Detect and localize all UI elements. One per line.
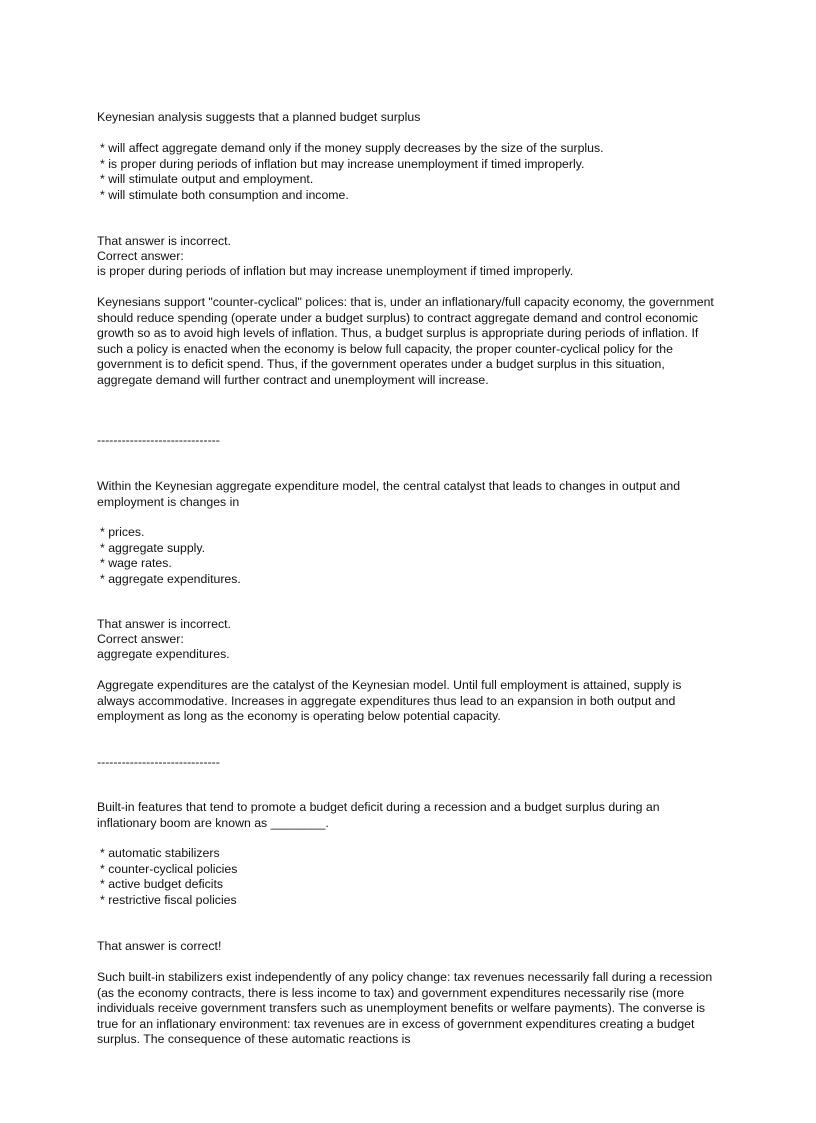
question-3-text: Built-in features that tend to promote a budget deficit during a recession and a budget surplus during an inflationary boom are known as ________. (97, 800, 660, 830)
question-2-explanation: Aggregate expenditures are the catalyst of the Keynesian model. Until full employment is attained, supply is always accommodative. Increases in aggregate expenditures thus lead to an expansion in both output and employment as long as the economy is operating below potential capacity. (97, 678, 682, 724)
question-1-correct-label: Correct answer: (97, 249, 184, 263)
question-3-options (97, 846, 722, 908)
question-2-result: That answer is incorrect. (97, 617, 231, 631)
question-3-option-4: * restrictive fiscal policies (100, 892, 237, 907)
question-2-text: Within the Keynesian aggregate expenditure model, the central catalyst that leads to changes in output and employment is changes in (97, 479, 681, 509)
separator-1: ------------------------------ (97, 433, 220, 447)
separator-2: ------------------------------ (97, 755, 220, 769)
question-3-option-1: * automatic stabilizers (100, 846, 220, 860)
question-3-option-2: * counter-cyclical policies (100, 861, 238, 876)
question-1-options (97, 141, 722, 203)
question-1-option-2: * is proper during periods of inflation but may increase unemployment if timed improperly. (100, 156, 585, 171)
question-3-option-3: * active budget deficits (100, 877, 224, 892)
question-1-option-3: * will stimulate output and employment. (100, 172, 314, 187)
question-2-options (97, 525, 722, 587)
question-1-text: Keynesian analysis suggests that a planned budget surplus (97, 110, 421, 124)
question-1-correct-answer: is proper during periods of inflation but may increase unemployment if timed improperly. (97, 264, 574, 278)
question-2-correct-answer: aggregate expenditures. (97, 647, 230, 661)
question-1-explanation: Keynesians support "counter-cyclical" polices: that is, under an inflationary/full capacity economy, the government should reduce spending (operate under a budget surplus) to contract aggregate demand and control economic growth so as to avoid high levels of inflation. Thus, a budget surplus is appropriate during periods of inflation. If such a policy is enacted when the economy is below full capacity, the proper counter-cyclical policy for the government is to deficit spend. Thus, if the government operates under a budget surplus in this situation, aggregate demand will further contract and unemployment will increase. (97, 295, 714, 387)
question-1-option-1: * will affect aggregate demand only if the money supply decreases by the size of the surplus. (100, 141, 604, 155)
question-2-option-3: * wage rates. (100, 556, 172, 571)
question-1-option-4: * will stimulate both consumption and income. (100, 187, 349, 202)
question-2-option-2: * aggregate supply. (100, 540, 206, 555)
question-2-correct-label: Correct answer: (97, 632, 184, 646)
question-3-explanation: Such built-in stabilizers exist independently of any policy change: tax revenues necessarily fall during a recession (as the economy contracts, there is less income to tax) and government expenditures necessarily rise (more individuals receive government transfers such as unemployment benefits or welfare payments). The converse is true for an inflationary environment: tax revenues are in excess of government expenditures creating a budget surplus. The consequence of these automatic reactions is (97, 970, 713, 1047)
question-3-result: That answer is correct! (97, 939, 222, 953)
question-1-result: That answer is incorrect. (97, 234, 231, 248)
question-2-option-1: * prices. (100, 525, 145, 539)
question-2-option-4: * aggregate expenditures. (100, 571, 241, 586)
